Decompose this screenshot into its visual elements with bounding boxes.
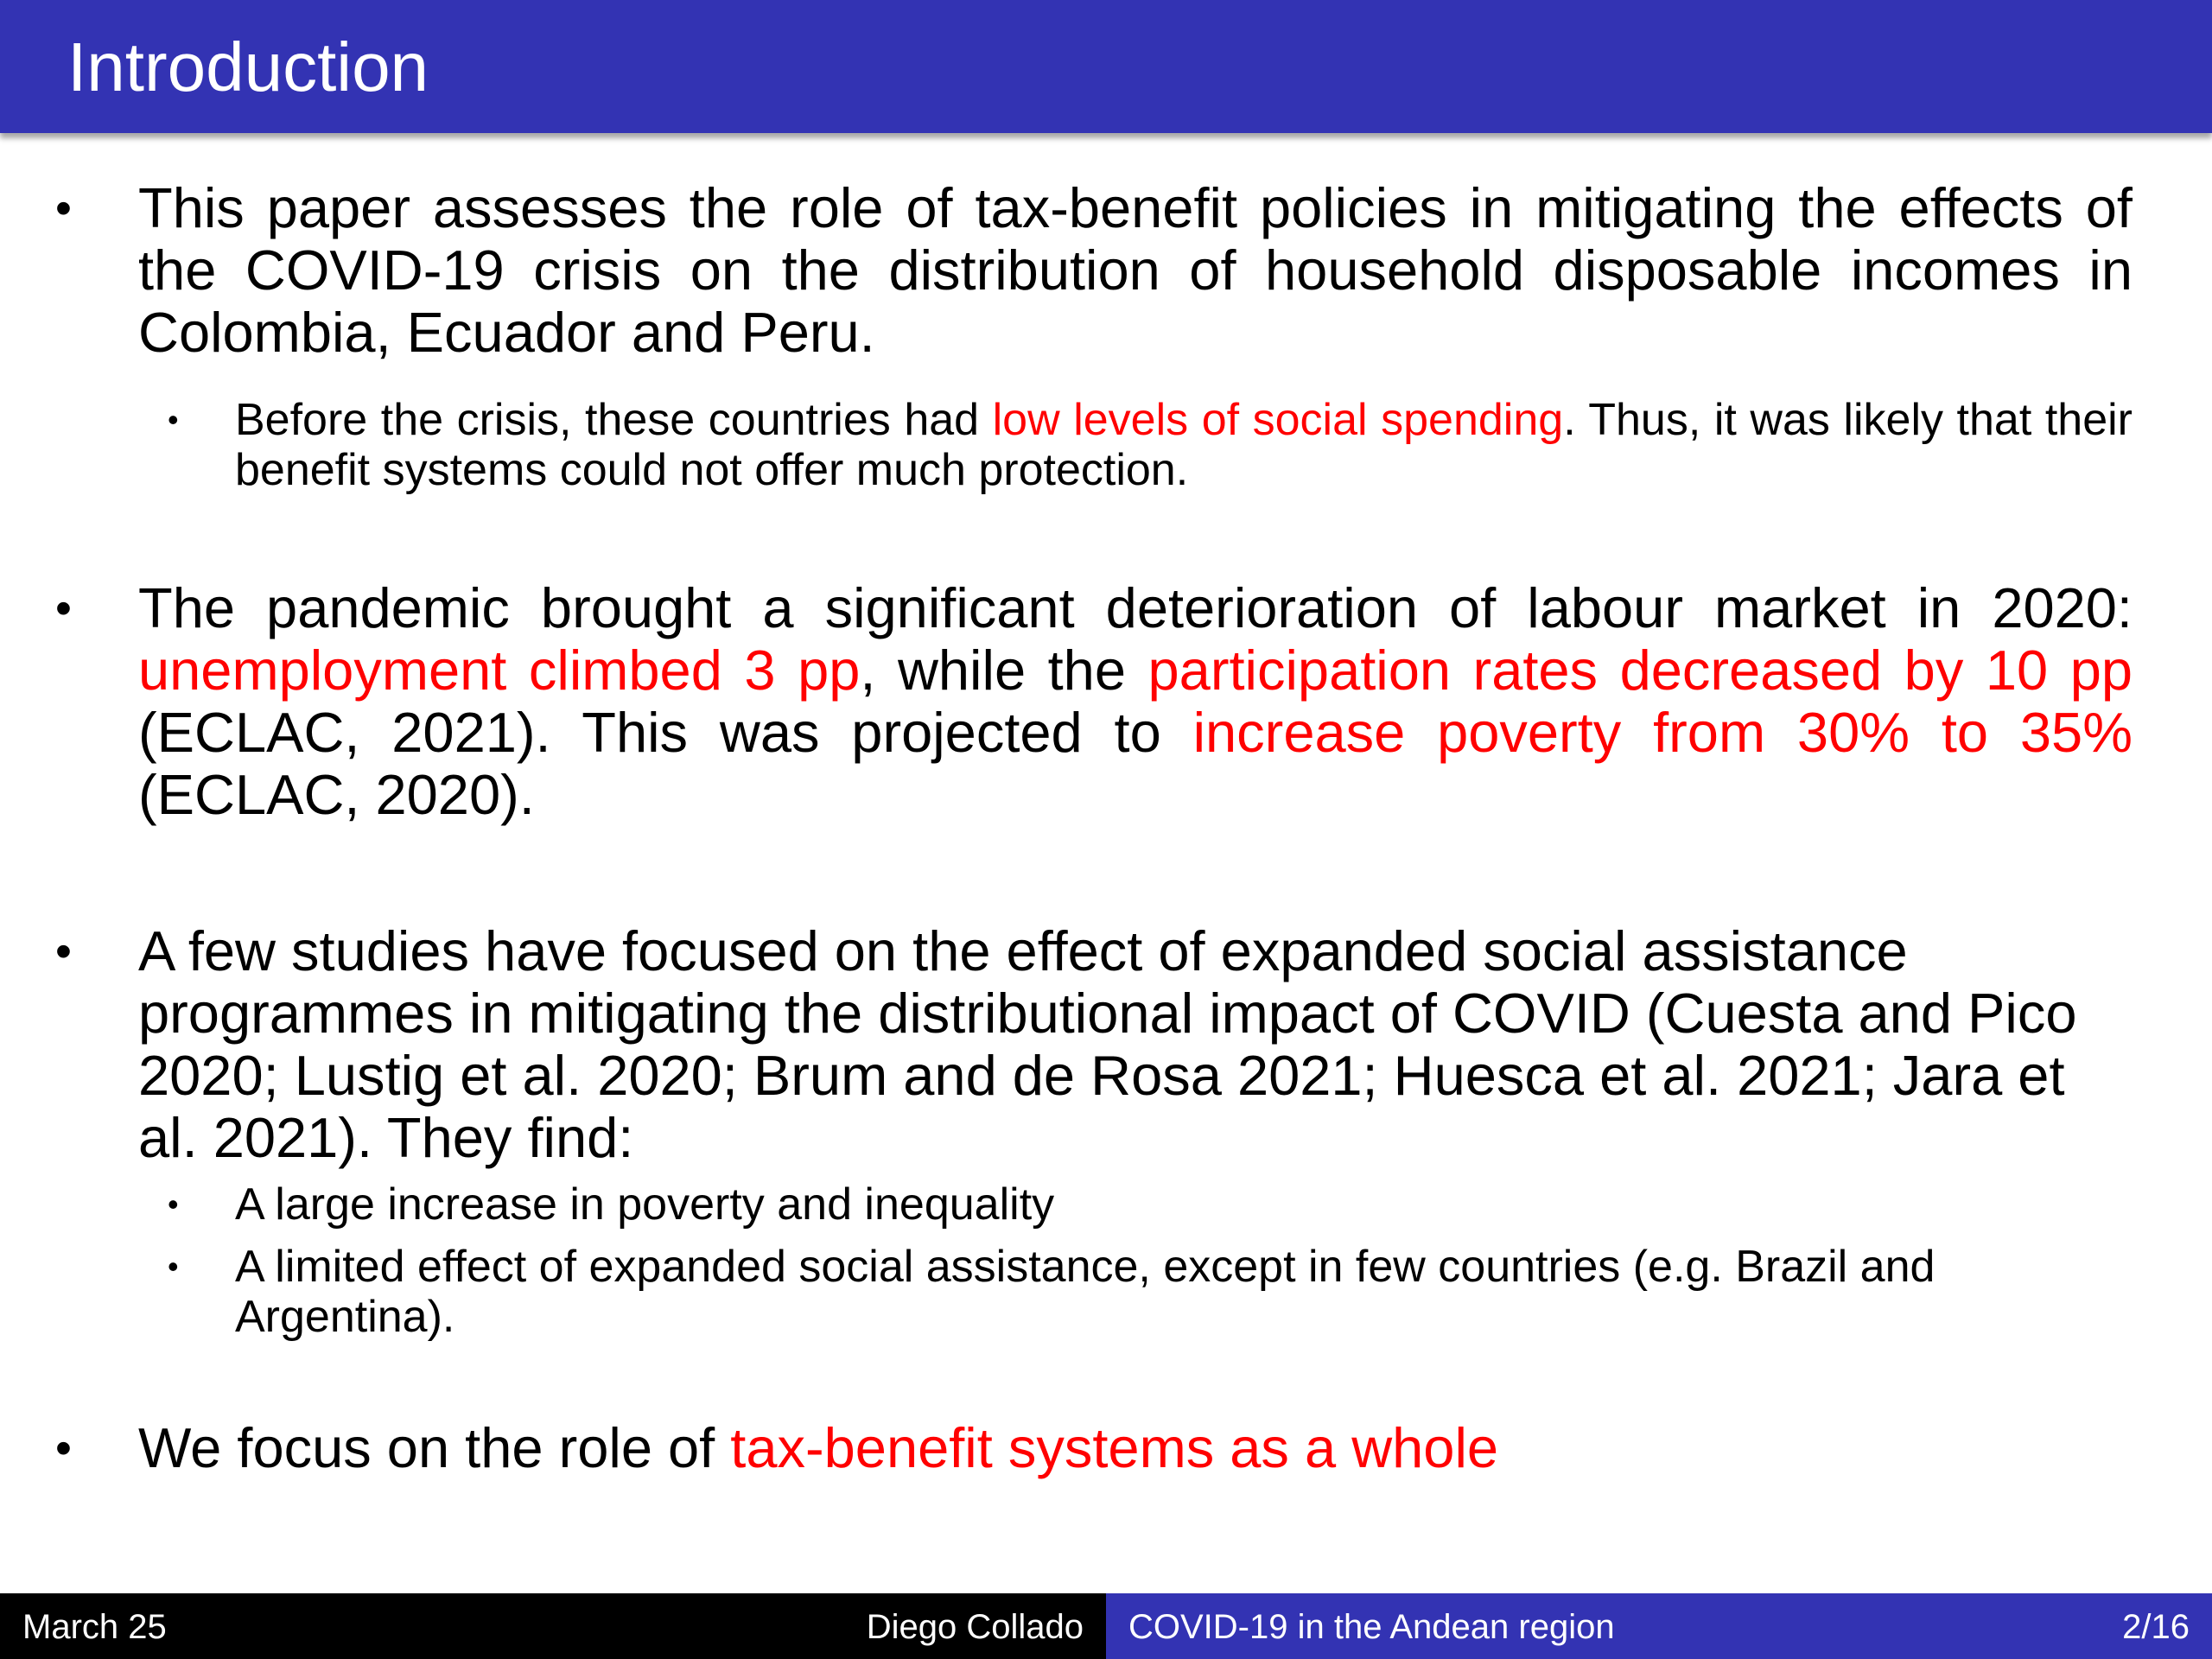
bullet-marker: • [55,1422,72,1474]
bullet-text: This paper assesses the role of tax-benefit policies in mitigating the effects of the COVID-19 crisis on the distribution of household disposable incomes in Colombia, Ecuador and Peru. [138,176,2133,364]
footer-date: March 25 [22,1608,167,1646]
bullet-text-part: (ECLAC, 2020). [138,763,535,826]
sub-bullet-marker: • [168,1249,179,1284]
footer-right-section [1106,1593,2212,1659]
header-bar [0,0,2212,133]
footer-author: Diego Collado [866,1608,1084,1646]
bullet-text-part: , while the [860,639,1148,702]
sub-bullet-text: A large increase in poverty and inequality [235,1179,1055,1230]
footer-bar [0,1593,2212,1659]
slide-title: Introduction [67,29,429,105]
bullet-text-part: We focus on the role of [138,1416,731,1479]
sub-bullet-text-part: . Thus, it was likely that their benefit systems could not offer much protection. [235,395,2133,495]
highlight-text: participation rates decreased by 10 pp [1147,639,2133,702]
highlight-text: tax-benefit systems as a whole [730,1416,1499,1479]
footer-presentation-title: COVID-19 in the Andean region [1128,1608,1615,1646]
bullet-text-part: The pandemic brought a significant deterioration of labour market in 2020: [138,576,2133,639]
bullet-marker: • [55,925,72,977]
bullet-text [138,1417,2133,1479]
bullet-text [138,577,2133,826]
bullet-marker: • [55,182,72,234]
sub-bullet-marker: • [168,402,179,437]
footer-left-section [0,1593,1106,1659]
highlight-text: increase poverty from 30% to 35% [1192,701,2133,764]
bullet-text: A few studies have focused on the effect of expanded social assistance programmes in mitigating the distributional impact of COVID (Cuesta and Pico 2020; Lustig et al. 2020; Brum and de Rosa 2021; Huesca et al. 2021; Jara et al. 2021). They find: [138,919,2077,1169]
bullet-marker: • [55,582,72,634]
sub-bullet-text: A limited effect of expanded social assistance, except in few countries (e.g. Brazil and Argentina). [235,1242,1936,1342]
footer-page-number: 2/16 [2122,1608,2190,1646]
highlight-text: low levels of social spending [992,395,1564,445]
sub-bullet-text [235,395,2133,495]
bullet-text-part: (ECLAC, 2021). This was projected to [138,701,1193,764]
highlight-text: unemployment climbed 3 pp [138,639,861,702]
sub-bullet-marker: • [168,1186,179,1222]
sub-bullet-text-part: Before the crisis, these countries had [235,395,993,445]
